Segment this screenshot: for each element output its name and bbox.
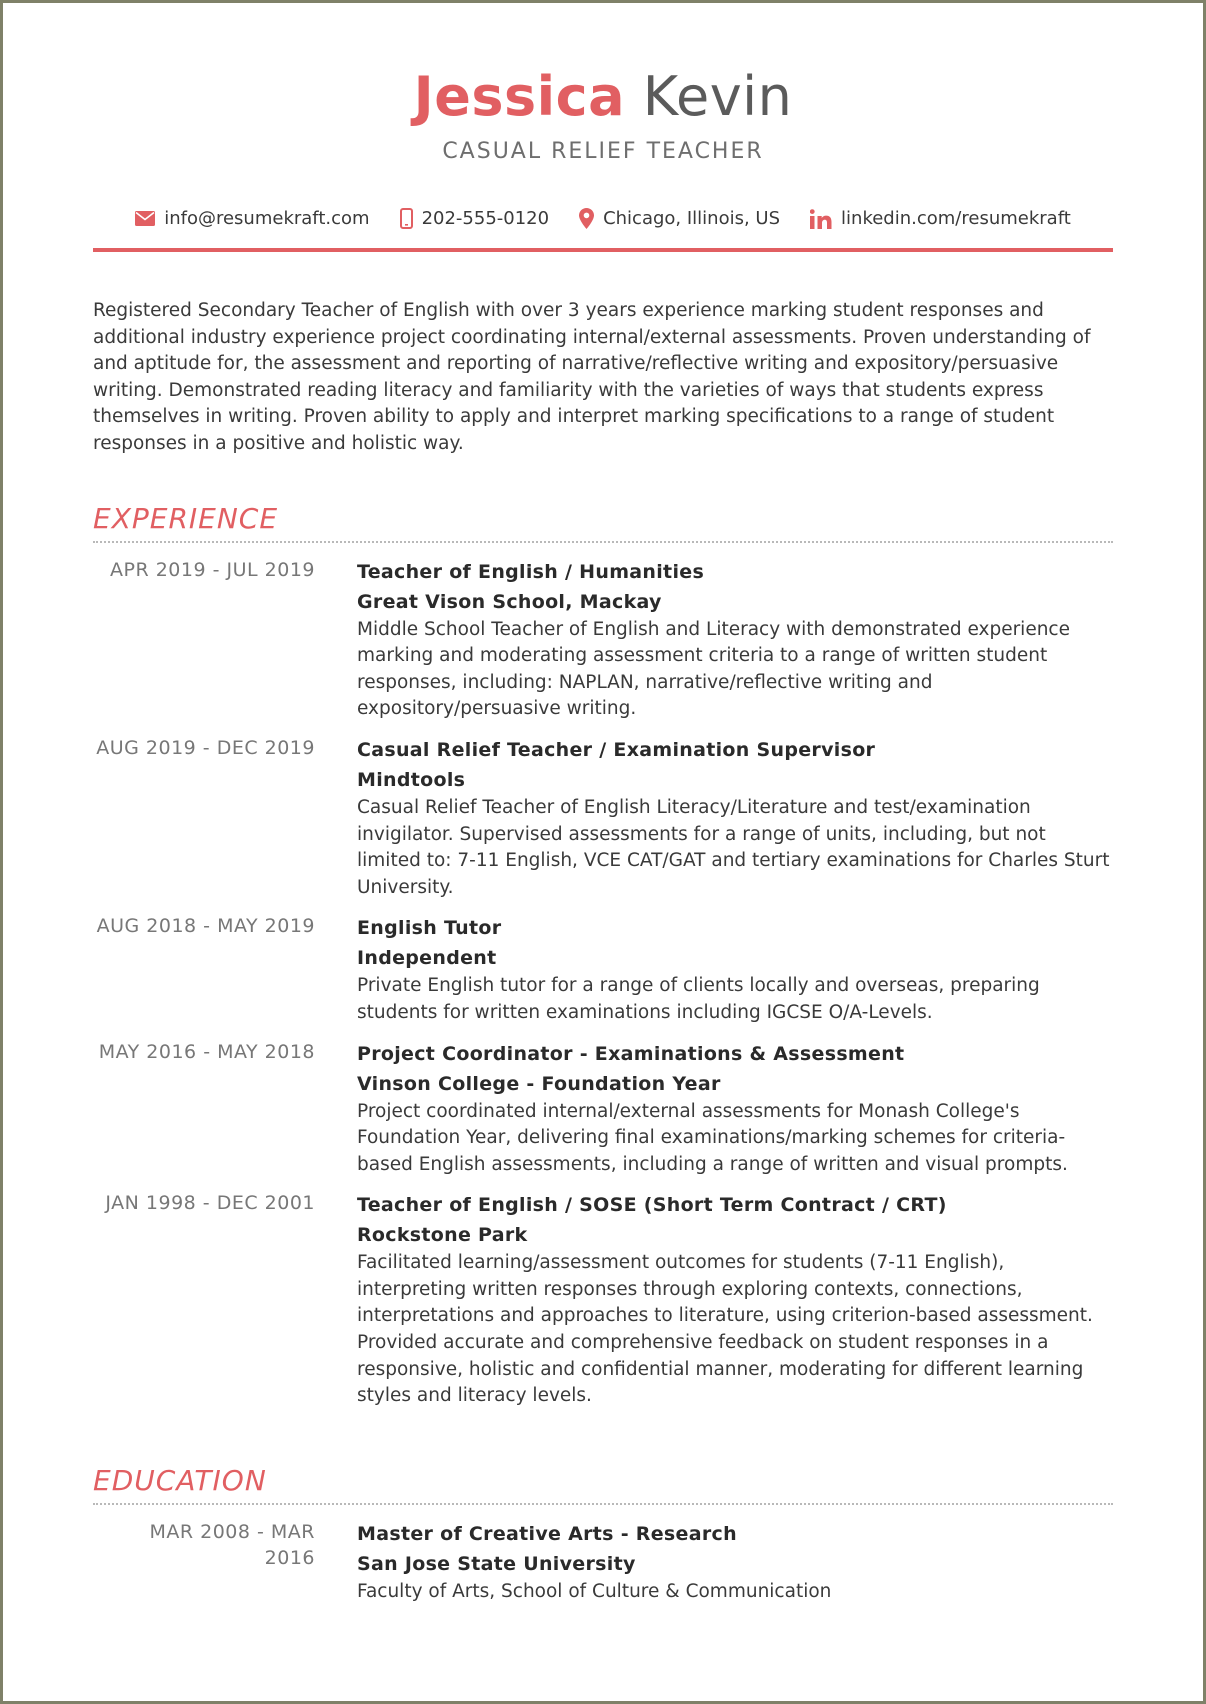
- job-title: CASUAL RELIEF TEACHER: [442, 139, 764, 164]
- entry-date: AUG 2019 - DEC 2019: [96, 736, 315, 759]
- entry-description: Middle School Teacher of English and Literacy with demonstrated experience marking and moderating assessment criteria to a range of written student responses, including: NAPLAN, narrative/reflective writing and expository/persuasive writing.: [357, 618, 1070, 720]
- experience-list: [93, 557, 1113, 1410]
- experience-entry: [93, 735, 1113, 901]
- entry-body: [357, 913, 1113, 1026]
- contact-location: [579, 208, 780, 229]
- entry-body: [357, 735, 1113, 901]
- experience-entry: [93, 913, 1113, 1026]
- contact-phone[interactable]: [400, 208, 550, 229]
- degree-title: Master of Creative Arts - Research: [357, 1522, 737, 1545]
- phone-icon: [400, 208, 413, 229]
- experience-divider: [93, 541, 1113, 543]
- contact-bar: [3, 208, 1203, 229]
- contact-email[interactable]: [135, 208, 369, 229]
- entry-role: Teacher of English / Humanities: [357, 560, 705, 583]
- institution-name: San Jose State University: [357, 1552, 636, 1575]
- summary-paragraph: Registered Secondary Teacher of English with over 3 years experience marking student responses and additional industry experience project coordinating internal/external assessments. Proven understanding of and aptitude for, the assessment and reporting of narrative/reflective writing and expository/persuasive writing. Demonstrated reading literacy and familiarity with the varieties of ways that students express themselves in writing. Proven ability to apply and interpret marking specifications to a range of student responses in a positive and holistic way.: [93, 300, 1091, 454]
- entry-date: AUG 2018 - MAY 2019: [96, 915, 315, 938]
- location-text: Chicago, Illinois, US: [603, 208, 781, 229]
- entry-organization: Vinson College - Foundation Year: [357, 1072, 721, 1095]
- map-pin-icon: [579, 208, 594, 229]
- experience-entry: [93, 557, 1113, 723]
- entry-description: Private English tutor for a range of clients locally and overseas, preparing students for written examinations including IGCSE O/A-Levels.: [357, 975, 1040, 1023]
- entry-role: Project Coordinator - Examinations & Assessment: [357, 1042, 905, 1065]
- entry-description: Facilitated learning/assessment outcomes for students (7-11 English), interpreting written responses through exploring contexts, connections, interpretations and approaches to literature, using criterion-based assessment. Provided accurate and comprehensive feedback on student responses in a responsive, holistic and confidential manner, moderating for different learning styles and literacy levels.: [357, 1252, 1093, 1407]
- header-divider: [93, 248, 1113, 252]
- entry-date: MAR 2008 - MAR 2016: [149, 1520, 315, 1569]
- entry-body: [357, 1190, 1113, 1410]
- education-list: [93, 1519, 1113, 1606]
- education-heading: EDUCATION: [93, 1463, 267, 1497]
- entry-date: JAN 1998 - DEC 2001: [105, 1192, 315, 1215]
- experience-entry: [93, 1039, 1113, 1179]
- entry-role: Casual Relief Teacher / Examination Supervisor: [357, 738, 876, 761]
- education-description: Faculty of Arts, School of Culture & Communication: [357, 1580, 832, 1602]
- last-name: Kevin: [642, 65, 793, 128]
- experience-heading: EXPERIENCE: [93, 501, 279, 535]
- entry-role: English Tutor: [357, 917, 502, 940]
- entry-date: APR 2019 - JUL 2019: [110, 558, 315, 581]
- first-name: Jessica: [413, 65, 626, 128]
- contact-linkedin[interactable]: [810, 208, 1071, 229]
- entry-body: [357, 1039, 1113, 1179]
- entry-body: [357, 1519, 1113, 1606]
- entry-description: Casual Relief Teacher of English Literacy/Literature and test/examination invigilator. Supervised assessments for a range of units, including, but not limited to: 7-11 English, VCE CAT/GAT and tertiary examinations for Charles Sturt University.: [357, 796, 1110, 898]
- entry-body: [357, 557, 1113, 723]
- education-entry: [93, 1519, 1113, 1606]
- experience-entry: [93, 1190, 1113, 1410]
- email-text: info@resumekraft.com: [164, 208, 370, 229]
- phone-text: 202-555-0120: [421, 208, 550, 229]
- education-divider: [93, 1503, 1113, 1505]
- linkedin-text: linkedin.com/resumekraft: [841, 208, 1071, 229]
- entry-organization: Independent: [357, 947, 497, 970]
- entry-organization: Mindtools: [357, 768, 466, 791]
- entry-role: Teacher of English / SOSE (Short Term Contract / CRT): [357, 1194, 947, 1217]
- candidate-name: [3, 65, 1203, 129]
- resume-header: [3, 3, 1203, 229]
- entry-organization: Great Vison School, Mackay: [357, 590, 662, 613]
- entry-description: Project coordinated internal/external assessments for Monash College's Foundation Year, delivering final examinations/marking schemes for criteria-based English assessments, including a range of written and visual prompts.: [357, 1100, 1068, 1175]
- entry-organization: Rockstone Park: [357, 1224, 528, 1247]
- entry-date: MAY 2016 - MAY 2018: [98, 1040, 315, 1063]
- envelope-icon: [135, 211, 155, 226]
- linkedin-icon: [810, 209, 832, 229]
